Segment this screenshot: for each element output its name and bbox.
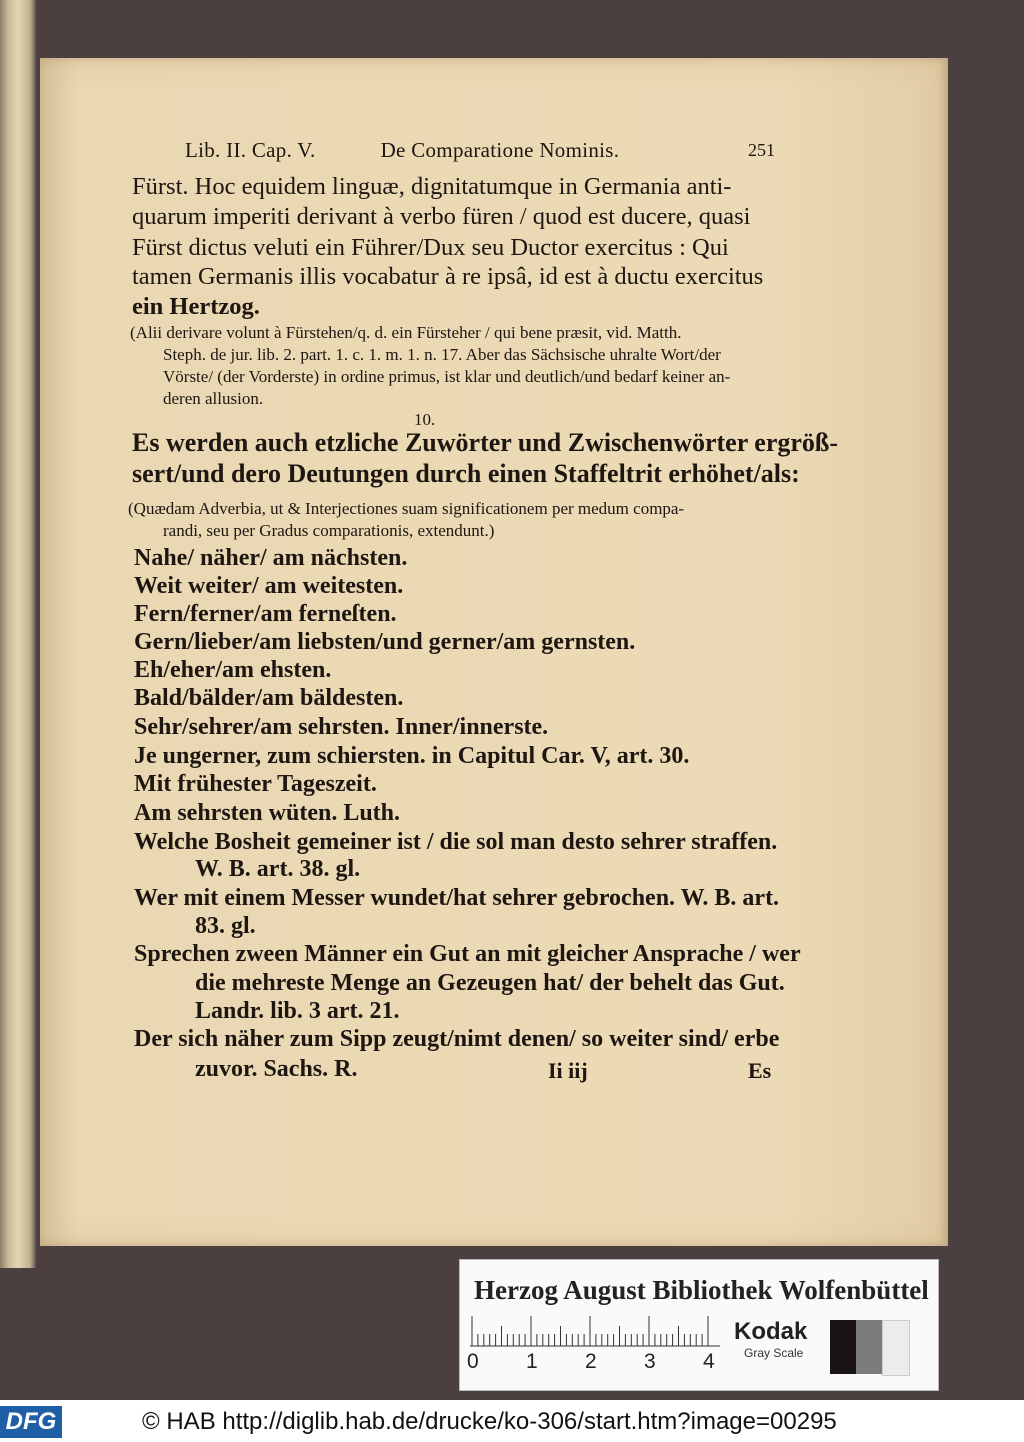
- running-head-left: Lib. II. Cap. V.: [185, 138, 316, 162]
- entry-fern: Fern/ferner/am ferneſten.: [134, 601, 397, 627]
- section-heading-line1: Es werden auch etzliche Zuwörter und Zwischenwörter ergröß-: [132, 428, 839, 457]
- entry-gern: Gern/lieber/am liebsten/und gerner/am gernsten.: [134, 629, 636, 655]
- folio-number: 251: [748, 140, 775, 160]
- entry-welche-bosheit: Welche Bosheit gemeiner ist / die sol man desto sehrer straffen.: [134, 829, 778, 855]
- entry-sprechen-ref: Landr. lib. 3 art. 21.: [195, 998, 400, 1024]
- entry-weit: Weit weiter/ am weitesten.: [134, 573, 404, 599]
- entry-bald: Bald/bälder/am bäldesten.: [134, 685, 404, 711]
- gray-swatch-white: [882, 1320, 910, 1376]
- left-page-edge: [0, 0, 36, 1268]
- note1-line4: deren allusion.: [163, 389, 264, 408]
- note1-line3: Vörste/ (der Vorderste) in ordine primus, ist klar und deutlich/und bedarf keiner an-: [163, 367, 731, 386]
- entry-sprechen: Sprechen zween Männer ein Gut an mit gleicher Ansprache / wer: [134, 941, 801, 967]
- para1-line3: Fürst dictus veluti ein Führer/Dux seu Ductor exercitus : Qui: [132, 234, 729, 261]
- ruler-number-4: 4: [703, 1350, 715, 1373]
- copyright-link[interactable]: © HAB http://diglib.hab.de/drucke/ko-306/start.htm?image=00295: [142, 1408, 837, 1435]
- entry-der-sich: Der sich näher zum Sipp zeugt/nimt denen/ so weiter sind/ erbe: [134, 1026, 780, 1052]
- ruler-number-3: 3: [644, 1350, 656, 1373]
- ruler-number-0: 0: [467, 1350, 479, 1373]
- entry-der-sich-ref: zuvor. Sachs. R.: [195, 1056, 358, 1082]
- ruler-number-2: 2: [585, 1350, 597, 1373]
- entry-eh: Eh/eher/am ehsten.: [134, 657, 332, 683]
- note1-line2: Steph. de jur. lib. 2. part. 1. c. 1. m. 1. n. 17. Aber das Sächsische uhralte Wort/der: [163, 345, 721, 364]
- gray-swatch-black: [830, 1320, 856, 1374]
- entry-am-sehrsten: Am sehrsten wüten. Luth.: [134, 800, 401, 826]
- entry-welche-bosheit-ref: W. B. art. 38. gl.: [195, 856, 361, 882]
- kodak-logo: Kodak: [734, 1318, 808, 1345]
- entry-sprechen-line2: die mehreste Menge an Gezeugen hat/ der behelt das Gut.: [195, 970, 785, 996]
- note2-line2: randi, seu per Gradus comparationis, extendunt.): [163, 521, 495, 540]
- signature-mark: Ii iij: [548, 1058, 588, 1083]
- running-head: [185, 138, 619, 163]
- library-name: Herzog August Bibliothek Wolfenbüttel: [474, 1275, 929, 1305]
- ruler-scale: [470, 1313, 720, 1347]
- note2-line1: (Quædam Adverbia, ut & Interjectiones suam significationem per medum compa-: [128, 499, 685, 518]
- entry-nahe: Nahe/ näher/ am nächsten.: [134, 545, 408, 571]
- entry-je-ungerner: Je ungerner, zum schiersten. in Capitul Car. V, art. 30.: [134, 743, 690, 769]
- dfg-logo: DFG: [0, 1406, 62, 1438]
- entry-mit-fruehester: Mit frühester Tageszeit.: [134, 771, 377, 797]
- ruler-number-1: 1: [526, 1350, 538, 1373]
- para1-line1: Fürst. Hoc equidem linguæ, dignitatumque in Germania anti-: [132, 173, 732, 200]
- entry-wer-mit-messer-ref: 83. gl.: [195, 913, 256, 939]
- catchword: Es: [748, 1058, 772, 1083]
- para1-line4: tamen Germanis illis vocabatur à re ipsâ, id est à ductu exercitus: [132, 263, 764, 290]
- section-heading-line2: sert/und dero Deutungen durch einen Staffeltrit erhöhet/als:: [132, 459, 800, 488]
- entry-wer-mit-messer: Wer mit einem Messer wundet/hat sehrer gebrochen. W. B. art.: [134, 885, 780, 911]
- kodak-gray-scale-label: Gray Scale: [744, 1346, 804, 1360]
- entry-sehr: Sehr/sehrer/am sehrsten. Inner/innerste.: [134, 714, 549, 740]
- para1-line5: ein Hertzog.: [132, 293, 260, 320]
- note1-line1: (Alii derivare volunt à Fürstehen/q. d. ein Fürsteher / qui bene præsit, vid. Matth.: [130, 323, 682, 342]
- running-head-title: De Comparatione Nominis.: [380, 138, 620, 162]
- gray-swatch-mid: [856, 1320, 882, 1374]
- section-number: 10.: [414, 410, 436, 429]
- para1-line2: quarum imperiti derivant à verbo füren / quod est ducere, quasi: [132, 203, 751, 230]
